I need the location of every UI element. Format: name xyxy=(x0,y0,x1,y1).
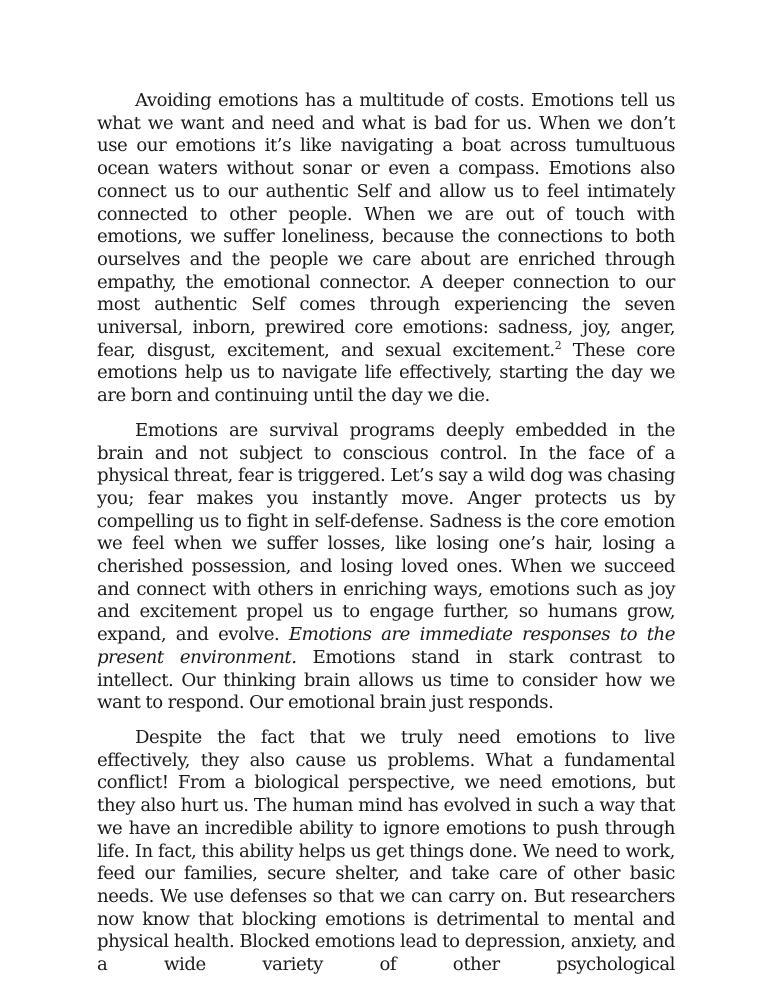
italic-emphasis: Emotions are immediate responses to the present environment. xyxy=(97,624,675,668)
paragraph-survival-programs xyxy=(97,420,675,715)
paragraph-text: These core emotions help us to navigate life effectively, starting the day we are born and continuing until the day we die. xyxy=(97,339,675,407)
paragraph-text: Emotions are survival programs deeply embedded in the brain and not subject to conscious control. In the face of a physical threat, fear is triggered. Let’s say a wild dog was chasing you; fear makes you instantly move. Anger protects us by compelling us to fight in self-defense. Sadness is the core emotion we feel when we suffer losses, like losing one’s hair, losing a cherished possession, and losing loved ones. When we succeed and connect with others in enriching ways, emotions such as joy and excitement propel us to engage further, so humans grow, expand, and evolve. xyxy=(97,419,675,646)
paragraph-text: Emotions stand in stark contrast to intellect. Our thinking brain allows us time to consider how we want to respond. Our emotional brain just responds. xyxy=(97,646,675,714)
footnote-reference: 2 xyxy=(554,338,562,352)
book-page xyxy=(97,90,675,989)
paragraph-text: Despite the fact that we truly need emotions to live effectively, they also cause us problems. What a fundamental conflict! From a biological perspective, we need emotions, but they also hurt us. The human mind has evolved in such a way that we have an incredible ability to ignore emotions to push through life. In fact, this ability helps us get things done. We need to work, feed our families, secure shelter, and take care of other basic needs. We use defenses so that we can carry on. But researchers now know that blocking emotions is detrimental to mental and physical health. Blocked emotions lead to depression, anxiety, and a wide variety of other psychological xyxy=(97,726,675,976)
paragraph-text: Avoiding emotions has a multitude of costs. Emotions tell us what we want and need and what is bad for us. When we don’t use our emotions it’s like navigating a boat across tumultuous ocean waters without sonar or even a compass. Emotions also connect us to our authentic Self and allow us to feel intimately connected to other people. When we are out of touch with emotions, we suffer loneliness, because the connections to both ourselves and the people we care about are enriched through empathy, the emotional connector. A deeper connection to our most authentic Self comes through experiencing the seven universal, inborn, prewired core emotions: sadness, joy, anger, fear, disgust, excitement, and sexual excitement. xyxy=(97,90,675,361)
paragraph-costs-of-avoiding-emotions xyxy=(97,90,675,408)
paragraph-fundamental-conflict xyxy=(97,727,675,977)
